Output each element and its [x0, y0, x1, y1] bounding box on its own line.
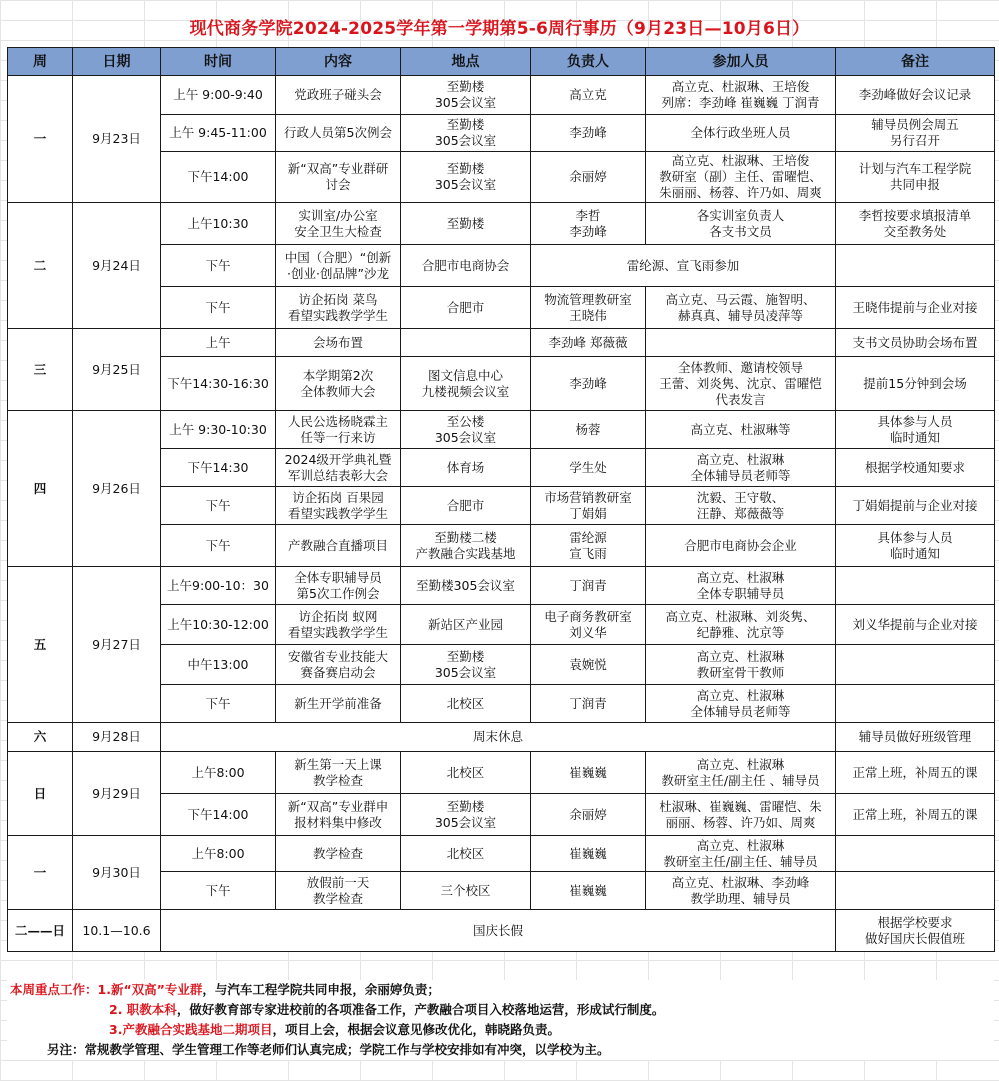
time-cell: 下午 — [161, 245, 276, 287]
owner-cell: 丁润青 — [531, 567, 646, 605]
owner-cell: 雷纶源 宣飞雨 — [531, 525, 646, 567]
time-cell: 上午 9:45-11:00 — [161, 115, 276, 152]
owner-cell: 李哲 李劲峰 — [531, 203, 646, 245]
table-row — [8, 567, 995, 605]
time-cell: 下午 — [161, 685, 276, 723]
note-cell: 正常上班，补周五的课 — [836, 752, 995, 794]
note-cell: 根据学校要求 做好国庆长假值班 — [836, 910, 995, 952]
attendees-cell: 高立克、杜淑琳 全体辅导员老师等 — [646, 449, 836, 487]
key-work-item-3-highlight: 3.产教融合实践基地二期项目 — [109, 1022, 273, 1037]
content-cell: 行政人员第5次例会 — [276, 115, 401, 152]
owner-cell: 崔巍巍 — [531, 836, 646, 872]
note-cell: 辅导员做好班级管理 — [836, 723, 995, 752]
owner-cell: 市场营销教研室 丁娟娟 — [531, 487, 646, 525]
content-cell: 访企拓岗 蚁网 看望实践教学学生 — [276, 605, 401, 645]
place-cell: 至勤楼 305会议室 — [401, 794, 531, 836]
content-cell: 新“双高”专业群申 报材料集中修改 — [276, 794, 401, 836]
attendees-cell: 高立克、杜淑琳 教研室主任/副主任 、辅导员 — [646, 752, 836, 794]
week-cell: 二 — [8, 203, 73, 329]
header-note: 备注 — [836, 48, 995, 76]
week-cell: 五 — [8, 567, 73, 723]
table-row — [8, 203, 995, 245]
content-cell: 新生第一天上课 教学检查 — [276, 752, 401, 794]
time-cell: 上午 9:00-9:40 — [161, 76, 276, 115]
attendees-cell: 高立克、杜淑琳 全体辅导员老师等 — [646, 685, 836, 723]
week-cell: 四 — [8, 411, 73, 567]
content-cell: 2024级开学典礼暨 军训总结表彰大会 — [276, 449, 401, 487]
key-work-item-3-text: ，项目上会，根据会议意见修改优化，韩晓路负责。 — [272, 1022, 560, 1037]
attendees-cell: 高立克、杜淑琳 全体专职辅导员 — [646, 567, 836, 605]
content-cell: 访企拓岗 百果园 看望实践教学学生 — [276, 487, 401, 525]
place-cell: 北校区 — [401, 685, 531, 723]
time-cell: 上午9:00-10：30 — [161, 567, 276, 605]
note-cell: 王晓伟提前与企业对接 — [836, 287, 995, 329]
place-cell: 合肥市 — [401, 287, 531, 329]
time-cell: 上午 — [161, 329, 276, 357]
header-attendees: 参加人员 — [646, 48, 836, 76]
table-row — [8, 910, 995, 952]
week-cell: 一 — [8, 836, 73, 910]
place-cell: 北校区 — [401, 752, 531, 794]
note-cell — [836, 872, 995, 910]
time-cell: 中午13:00 — [161, 645, 276, 685]
place-cell: 至勤楼 — [401, 203, 531, 245]
owner-cell: 李劲峰 郑薇薇 — [531, 329, 646, 357]
key-work-line-2 — [7, 1000, 994, 1020]
content-cell: 放假前一天 教学检查 — [276, 872, 401, 910]
note-cell: 支书文员协助会场布置 — [836, 329, 995, 357]
time-cell: 下午14:00 — [161, 152, 276, 203]
table-row — [8, 76, 995, 115]
attendees-cell: 杜淑琳、崔巍巍、雷曜恺、朱 丽丽、杨蓉、许乃如、周爽 — [646, 794, 836, 836]
place-cell: 北校区 — [401, 836, 531, 872]
place-cell: 至勤楼 305会议室 — [401, 76, 531, 115]
place-cell: 至勤楼 305会议室 — [401, 115, 531, 152]
owner-cell: 李劲峰 — [531, 115, 646, 152]
header-date: 日期 — [73, 48, 161, 76]
content-cell: 全体专职辅导员 第5次工作例会 — [276, 567, 401, 605]
date-cell: 9月25日 — [73, 329, 161, 411]
time-cell: 上午10:30-12:00 — [161, 605, 276, 645]
content-cell: 产教融合直播项目 — [276, 525, 401, 567]
header-time: 时间 — [161, 48, 276, 76]
note-cell: 根据学校通知要求 — [836, 449, 995, 487]
week-cell: 六 — [8, 723, 73, 752]
attendees-cell: 高立克、马云霞、施智明、 赫真真、辅导员凌萍等 — [646, 287, 836, 329]
other-note: 另注：常规教学管理、学生管理工作等老师们认真完成；学院工作与学校安排如有冲突，以学校为主。 — [47, 1042, 610, 1057]
place-cell: 至勤楼 305会议室 — [401, 152, 531, 203]
attendees-cell: 高立克、杜淑琳 教研室骨干教师 — [646, 645, 836, 685]
owner-cell: 物流管理教研室 王晓伟 — [531, 287, 646, 329]
note-cell — [836, 245, 995, 287]
place-cell: 新站区产业园 — [401, 605, 531, 645]
note-cell: 正常上班，补周五的课 — [836, 794, 995, 836]
attendees-cell: 高立克、杜淑琳、李劲峰 教学助理、辅导员 — [646, 872, 836, 910]
content-cell: 人民公选杨晓霖主 任等一行来访 — [276, 411, 401, 449]
page-title: 现代商务学院2024-2025学年第一学期第5-6周行事历（9月23日—10月6日） — [189, 19, 810, 39]
attendees-cell: 高立克、杜淑琳 教研室主任/副主任、辅导员 — [646, 836, 836, 872]
header-content: 内容 — [276, 48, 401, 76]
place-cell: 至勤楼305会议室 — [401, 567, 531, 605]
key-work-item-2-highlight: 2. 职教本科 — [109, 1002, 177, 1017]
content-cell: 会场布置 — [276, 329, 401, 357]
schedule-table — [7, 47, 995, 952]
attendees-cell: 高立克、杜淑琳等 — [646, 411, 836, 449]
table-row — [8, 411, 995, 449]
owner-cell: 杨蓉 — [531, 411, 646, 449]
attendees-cell: 全体教师、邀请校领导 王蕾、刘炎隽、沈京、雷曜恺 代表发言 — [646, 357, 836, 411]
note-cell: 辅导员例会周五 另行召开 — [836, 115, 995, 152]
note-cell: 提前15分钟到会场 — [836, 357, 995, 411]
content-cell: 实训室/办公室 安全卫生大检查 — [276, 203, 401, 245]
key-work-label: 本周重点工作： — [10, 982, 98, 997]
attendees-cell: 沈毅、王守敬、 汪静、郑薇薇等 — [646, 487, 836, 525]
time-cell: 上午10:30 — [161, 203, 276, 245]
place-cell: 至勤楼 305会议室 — [401, 645, 531, 685]
table-row — [8, 329, 995, 357]
table-row — [8, 836, 995, 872]
header-owner: 负责人 — [531, 48, 646, 76]
attendees-cell — [646, 329, 836, 357]
place-cell — [401, 329, 531, 357]
time-cell: 下午 — [161, 487, 276, 525]
note-cell — [836, 645, 995, 685]
note-cell: 刘义华提前与企业对接 — [836, 605, 995, 645]
key-work-notes — [7, 980, 994, 1060]
attendees-cell: 全体行政坐班人员 — [646, 115, 836, 152]
note-cell — [836, 836, 995, 872]
content-cell: 本学期第2次 全体教师大会 — [276, 357, 401, 411]
content-cell: 党政班子碰头会 — [276, 76, 401, 115]
date-cell: 9月30日 — [73, 836, 161, 910]
date-cell: 10.1—10.6 — [73, 910, 161, 952]
week-cell: 二——日 — [8, 910, 73, 952]
key-work-item-2-text: ，做好教育部专家进校前的各项准备工作，产教融合项目入校落地运营，形成试行制度。 — [176, 1002, 665, 1017]
header-row — [8, 48, 995, 76]
owner-cell: 余丽婷 — [531, 794, 646, 836]
header-place: 地点 — [401, 48, 531, 76]
owner-cell: 崔巍巍 — [531, 872, 646, 910]
date-cell: 9月23日 — [73, 76, 161, 203]
note-cell: 具体参与人员 临时通知 — [836, 411, 995, 449]
date-cell: 9月27日 — [73, 567, 161, 723]
time-cell: 上午8:00 — [161, 752, 276, 794]
content-cell: 新“双高”专业群研 讨会 — [276, 152, 401, 203]
owner-cell: 余丽婷 — [531, 152, 646, 203]
week-cell: 日 — [8, 752, 73, 836]
owner-cell: 袁婉悦 — [531, 645, 646, 685]
note-cell — [836, 685, 995, 723]
time-cell: 下午14:30-16:30 — [161, 357, 276, 411]
time-cell: 下午 — [161, 287, 276, 329]
date-cell: 9月29日 — [73, 752, 161, 836]
note-cell: 李劲峰做好会议记录 — [836, 76, 995, 115]
merged-activity-cell: 周末休息 — [161, 723, 836, 752]
key-work-line-3 — [7, 1020, 994, 1040]
table-row — [8, 752, 995, 794]
key-work-item-1-text: ，与汽车工程学院共同申报，余丽婷负责； — [202, 982, 440, 997]
owner-cell: 崔巍巍 — [531, 752, 646, 794]
owner-cell: 学生处 — [531, 449, 646, 487]
week-cell: 一 — [8, 76, 73, 203]
time-cell: 下午14:00 — [161, 794, 276, 836]
date-cell: 9月28日 — [73, 723, 161, 752]
merged-activity-cell: 国庆长假 — [161, 910, 836, 952]
key-work-line-1 — [7, 980, 994, 1000]
time-cell: 下午 — [161, 872, 276, 910]
place-cell: 合肥市 — [401, 487, 531, 525]
note-cell: 丁娟娟提前与企业对接 — [836, 487, 995, 525]
attendees-cell: 高立克、杜淑琳、刘炎隽、 纪静雅、沈京等 — [646, 605, 836, 645]
owner-cell: 李劲峰 — [531, 357, 646, 411]
table-row — [8, 723, 995, 752]
date-cell: 9月24日 — [73, 203, 161, 329]
date-cell: 9月26日 — [73, 411, 161, 567]
note-cell: 计划与汽车工程学院 共同申报 — [836, 152, 995, 203]
content-cell: 教学检查 — [276, 836, 401, 872]
place-cell: 至勤楼二楼 产教融合实践基地 — [401, 525, 531, 567]
place-cell: 至公楼 305会议室 — [401, 411, 531, 449]
time-cell: 下午 — [161, 525, 276, 567]
attendees-cell: 雷纶源、宣飞雨参加 — [531, 245, 836, 287]
place-cell: 图文信息中心 九楼视频会议室 — [401, 357, 531, 411]
header-week: 周 — [8, 48, 73, 76]
content-cell: 中国（合肥）“创新 ·创业·创品牌”沙龙 — [276, 245, 401, 287]
note-cell: 李哲按要求填报清单 交至教务处 — [836, 203, 995, 245]
week-cell: 三 — [8, 329, 73, 411]
content-cell: 访企拓岗 菜鸟 看望实践教学学生 — [276, 287, 401, 329]
attendees-cell: 各实训室负责人 各支书文员 — [646, 203, 836, 245]
owner-cell: 丁润青 — [531, 685, 646, 723]
attendees-cell: 合肥市电商协会企业 — [646, 525, 836, 567]
place-cell: 体育场 — [401, 449, 531, 487]
owner-cell: 电子商务教研室 刘义华 — [531, 605, 646, 645]
owner-cell: 高立克 — [531, 76, 646, 115]
time-cell: 上午8:00 — [161, 836, 276, 872]
content-cell: 新生开学前准备 — [276, 685, 401, 723]
note-cell — [836, 567, 995, 605]
attendees-cell: 高立克、杜淑琳、王培俊 列席：李劲峰 崔巍巍 丁润青 — [646, 76, 836, 115]
attendees-cell: 高立克、杜淑琳、王培俊 教研室（副）主任、雷曜恺、 朱丽丽、杨蓉、许乃如、周爽 — [646, 152, 836, 203]
key-work-item-1-highlight: 1.新“双高”专业群 — [97, 982, 203, 997]
time-cell: 上午 9:30-10:30 — [161, 411, 276, 449]
place-cell: 三个校区 — [401, 872, 531, 910]
note-cell: 具体参与人员 临时通知 — [836, 525, 995, 567]
time-cell: 下午14:30 — [161, 449, 276, 487]
place-cell: 合肥市电商协会 — [401, 245, 531, 287]
content-cell: 安徽省专业技能大 赛备赛启动会 — [276, 645, 401, 685]
